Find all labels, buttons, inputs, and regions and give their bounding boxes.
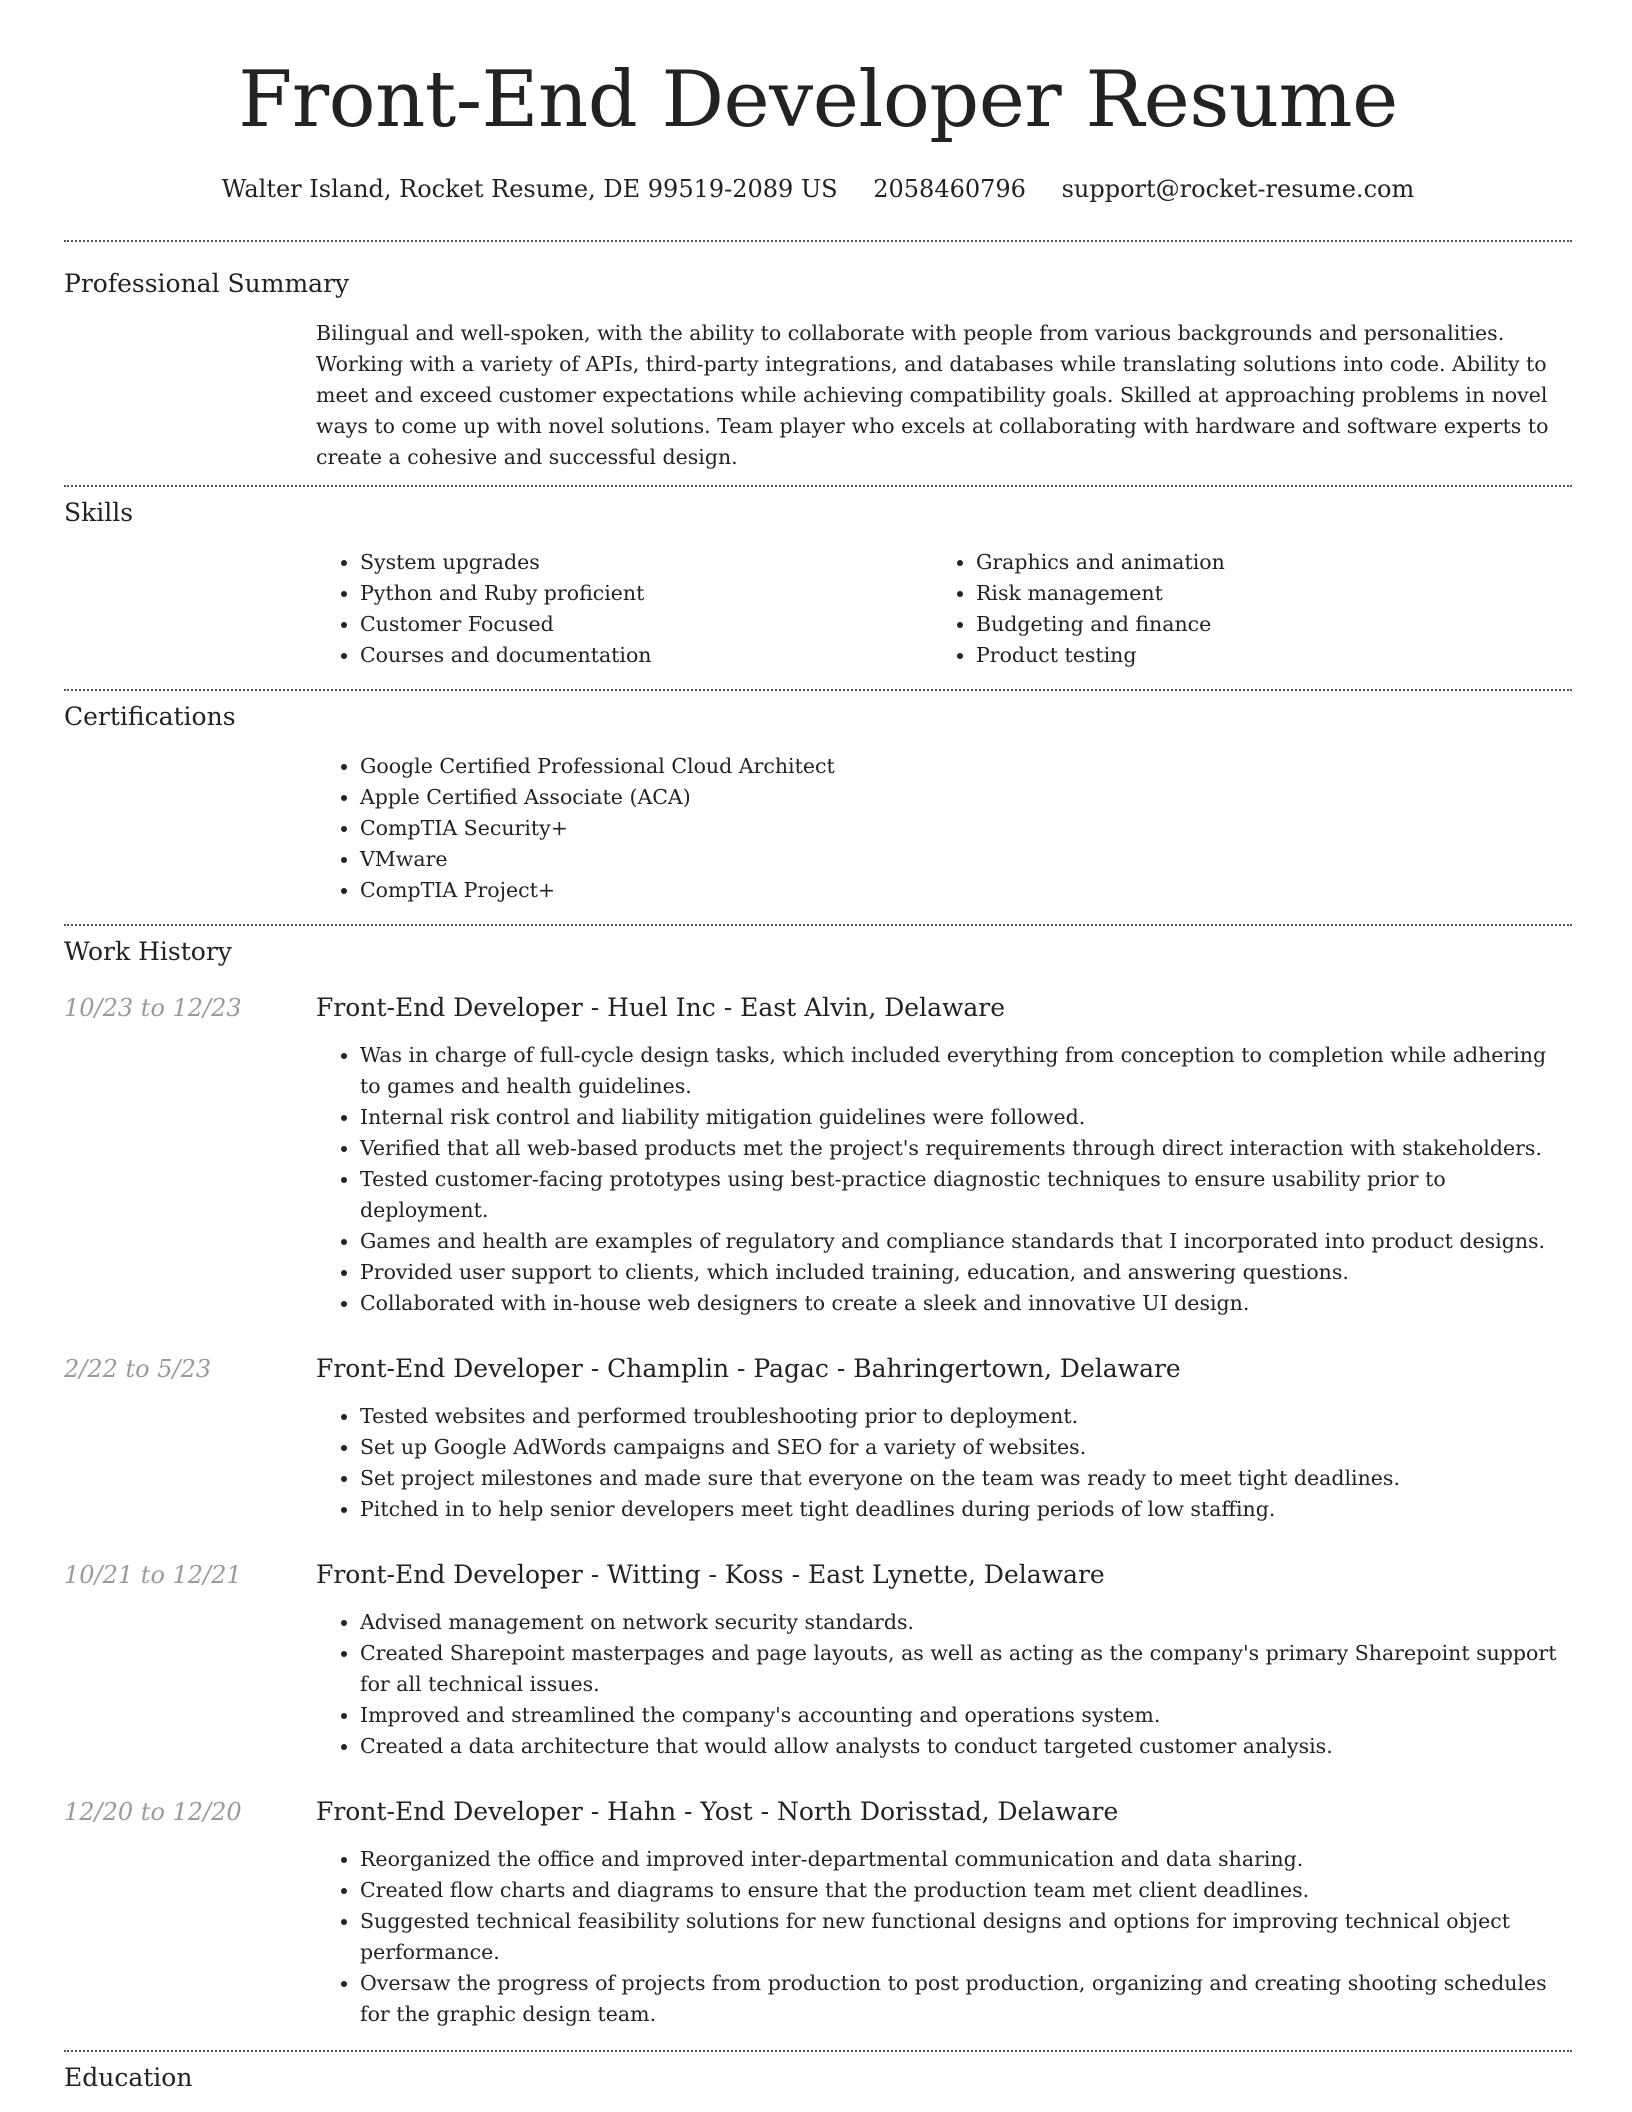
certifications-list: [316, 751, 1572, 906]
job-bullets: [316, 1401, 1572, 1525]
list-item: • Reorganized the office and improved inter-departmental communication and data sharing.: [360, 1844, 1572, 1875]
job-bullets: [316, 1844, 1572, 2030]
job-header: [64, 992, 1572, 1024]
list-item: • Verified that all web-based products met the project's requirements through direct interaction with stakeholders.: [360, 1133, 1572, 1164]
work-history-heading: Work History: [64, 937, 232, 966]
list-item: • Improved and streamlined the company's accounting and operations system.: [360, 1700, 1572, 1731]
list-item: • Created Sharepoint masterpages and page layouts, as well as acting as the company's primary Sharepoint support for all technical issues.: [360, 1638, 1572, 1700]
certifications-heading: Certifications: [64, 702, 236, 731]
list-item: • Provided user support to clients, which included training, education, and answering questions.: [360, 1257, 1572, 1288]
job-title: Front-End Developer - Champlin - Pagac - Bahringertown, Delaware: [316, 1354, 1181, 1383]
list-item: • CompTIA Security+: [360, 813, 1572, 844]
job-entry: [64, 1353, 1572, 1525]
certifications-section: [64, 691, 1572, 906]
list-item: • Risk management: [976, 578, 1548, 609]
skills-content: [316, 547, 1572, 671]
job-title: Front-End Developer - Huel Inc - East Alvin, Delaware: [316, 993, 1006, 1022]
contact-email: support@rocket-resume.com: [1061, 175, 1415, 203]
list-item: • Created flow charts and diagrams to ensure that the production team met client deadlines.: [360, 1875, 1572, 1906]
job-header: [64, 1559, 1572, 1591]
skills-column-right: [932, 547, 1548, 671]
job-details: [316, 1607, 1572, 1762]
education-heading: Education: [64, 2063, 193, 2092]
list-item: • Was in charge of full-cycle design tasks, which included everything from conception to completion while adhering to games and health guidelines.: [360, 1040, 1572, 1102]
job-dates: 10/23 to 12/23: [64, 994, 242, 1022]
list-item: • Budgeting and finance: [976, 609, 1548, 640]
summary-section: [64, 242, 1572, 473]
list-item: • CompTIA Project+: [360, 875, 1572, 906]
page-title: Front-End Developer Resume: [238, 55, 1398, 145]
list-item: • Courses and documentation: [360, 640, 932, 671]
job-bullets: [316, 1607, 1572, 1762]
summary-content: [316, 318, 1572, 473]
job-title: Front-End Developer - Hahn - Yost - North Dorisstad, Delaware: [316, 1797, 1119, 1826]
list-item: • Product testing: [976, 640, 1548, 671]
job-details: [316, 1401, 1572, 1525]
list-item: • Set project milestones and made sure that everyone on the team was ready to meet tight deadlines.: [360, 1463, 1572, 1494]
list-item: • Graphics and animation: [976, 547, 1548, 578]
job-title: Front-End Developer - Witting - Koss - East Lynette, Delaware: [316, 1560, 1105, 1589]
list-item: • VMware: [360, 844, 1572, 875]
list-item: • Suggested technical feasibility solutions for new functional designs and options for improving technical object performance.: [360, 1906, 1572, 1968]
list-item: • Tested websites and performed troubleshooting prior to deployment.: [360, 1401, 1572, 1432]
job-dates: 2/22 to 5/23: [64, 1355, 212, 1383]
job-dates: 12/20 to 12/20: [64, 1798, 242, 1826]
list-item: • Customer Focused: [360, 609, 932, 640]
list-item: • Created a data architecture that would allow analysts to conduct targeted customer analysis.: [360, 1731, 1572, 1762]
contact-address: Walter Island, Rocket Resume, DE 99519-2089 US: [221, 175, 838, 203]
list-item: • Games and health are examples of regulatory and compliance standards that I incorporated into product designs.: [360, 1226, 1572, 1257]
job-details: [316, 1844, 1572, 2030]
resume-page: [64, 0, 1572, 2094]
list-item: • Apple Certified Associate (ACA): [360, 782, 1572, 813]
contact-phone: 2058460796: [873, 175, 1026, 203]
job-bullets: [316, 1040, 1572, 1319]
list-item: • Internal risk control and liability mitigation guidelines were followed.: [360, 1102, 1572, 1133]
job-entry: [64, 1796, 1572, 2030]
list-item: • Pitched in to help senior developers meet tight deadlines during periods of low staffing.: [360, 1494, 1572, 1525]
work-history-section: [64, 926, 1572, 2030]
skills-section: [64, 487, 1572, 671]
education-section: [64, 2052, 1572, 2094]
list-item: • Collaborated with in-house web designers to create a sleek and innovative UI design.: [360, 1288, 1572, 1319]
job-details: [316, 1040, 1572, 1319]
list-item: • Set up Google AdWords campaigns and SEO for a variety of websites.: [360, 1432, 1572, 1463]
skills-list-right: [932, 547, 1548, 671]
contact-line: [64, 174, 1572, 204]
job-entry: [64, 1559, 1572, 1762]
job-header: [64, 1353, 1572, 1385]
summary-text: Bilingual and well-spoken, with the ability to collaborate with people from various backgrounds and personalities. Working with a variety of APIs, third-party integrations, and databases while translating solutions into code. Ability to meet and exceed customer expectations while achieving compatibility goals. Skilled at approaching problems in novel ways to come up with novel solutions. Team player who excels at collaborating with hardware and software experts to create a cohesive and successful design.: [316, 321, 1549, 469]
certifications-content: [316, 751, 1572, 906]
list-item: • Python and Ruby proficient: [360, 578, 932, 609]
job-dates: 10/21 to 12/21: [64, 1561, 242, 1589]
list-item: • Google Certified Professional Cloud Architect: [360, 751, 1572, 782]
list-item: • Tested customer-facing prototypes using best-practice diagnostic techniques to ensure usability prior to deployment.: [360, 1164, 1572, 1226]
skills-heading: Skills: [64, 498, 134, 527]
job-header: [64, 1796, 1572, 1828]
skills-column-left: [316, 547, 932, 671]
job-entry: [64, 992, 1572, 1319]
list-item: • Oversaw the progress of projects from production to post production, organizing and creating shooting schedules for the graphic design team.: [360, 1968, 1572, 2030]
skills-list-left: [316, 547, 932, 671]
list-item: • System upgrades: [360, 547, 932, 578]
list-item: • Advised management on network security standards.: [360, 1607, 1572, 1638]
summary-heading: Professional Summary: [64, 269, 350, 298]
